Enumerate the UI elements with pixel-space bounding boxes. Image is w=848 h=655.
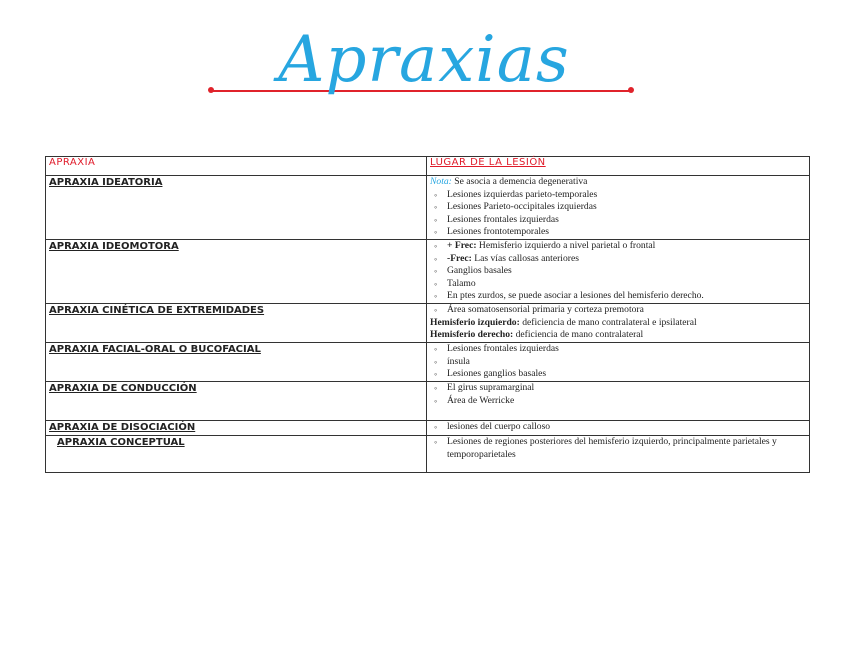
lesion-cell (427, 303, 810, 342)
lesion-list (430, 382, 806, 407)
list-item: ◦ Área somatosensorial primaria y corteza premotora (430, 304, 806, 317)
table-row (46, 303, 810, 342)
list-item-text: En ptes zurdos, se puede asociar a lesiones del hemisferio derecho. (447, 290, 704, 302)
lesion-line (430, 317, 806, 330)
table-row (46, 420, 810, 435)
apraxia-name: APRAXIA IDEOMOTORA (49, 240, 179, 252)
lesion-list (430, 343, 806, 381)
list-item (430, 240, 806, 253)
apraxia-table (45, 156, 810, 473)
table-header-row (46, 157, 810, 176)
apraxia-name-cell (46, 381, 427, 420)
apraxia-name: APRAXIA CONCEPTUAL (57, 436, 185, 448)
list-item-text: Talamo (447, 277, 476, 289)
list-item-bold: -Frec: (447, 252, 472, 264)
list-item: ◦ Lesiones izquierdas parieto-temporales (430, 189, 806, 202)
table-row (46, 381, 810, 420)
list-item (430, 278, 806, 291)
note-label: Nota: (430, 176, 452, 187)
lesion-cell (427, 176, 810, 240)
page-title: Apraxias (278, 23, 570, 97)
list-item: ◦ ínsula (430, 356, 806, 369)
list-item: ◦ Lesiones frontotemporales (430, 226, 806, 239)
line-bold: Hemisferio derecho: (430, 329, 514, 341)
lesion-cell (427, 342, 810, 381)
line-text: deficiencia de mano contralateral e ipsilateral (519, 316, 697, 328)
lesion-list (430, 189, 806, 239)
list-item-text: Las vías callosas anteriores (471, 252, 579, 264)
list-item (430, 253, 806, 266)
lesion-line (430, 329, 806, 342)
list-item: ◦ lesiones del cuerpo calloso (430, 421, 806, 434)
line-text: deficiencia de mano contralateral (513, 329, 644, 341)
lesion-cell (427, 420, 810, 435)
list-item-text: Ganglios basales (447, 265, 512, 277)
note-line (430, 176, 806, 189)
list-item: ◦ Lesiones ganglios basales (430, 368, 806, 381)
apraxia-name: APRAXIA DE DISOCIACIÓN (49, 421, 196, 433)
lesion-cell (427, 435, 810, 472)
list-item: ◦ Lesiones Parieto-occipitales izquierdas (430, 201, 806, 214)
lesion-list (430, 240, 806, 303)
apraxia-name: APRAXIA DE CONDUCCIÓN (49, 382, 197, 394)
table-row (46, 176, 810, 240)
apraxia-name-cell (46, 435, 427, 472)
list-item: ◦ Lesiones frontales izquierdas (430, 214, 806, 227)
list-item: ◦ Área de Werricke (430, 395, 806, 408)
apraxia-name: APRAXIA FACIAL-ORAL O BUCOFACIAL (49, 343, 261, 355)
apraxia-name-cell (46, 303, 427, 342)
list-item-text: Hemisferio izquierdo a nivel parietal o frontal (476, 239, 656, 251)
list-item (430, 290, 806, 303)
list-item: ◦ El girus supramarginal (430, 382, 806, 395)
lesion-list (430, 421, 806, 434)
apraxia-name: APRAXIA CINÉTICA DE EXTREMIDADES (49, 304, 265, 316)
line-bold: Hemisferio izquierdo: (430, 316, 520, 328)
lesion-list (430, 304, 806, 317)
header-lugar-lesion: LUGAR DE LA LESIÓN (427, 157, 810, 176)
header-apraxia: APRAXIA (46, 157, 427, 176)
lesion-cell (427, 239, 810, 303)
table-row (46, 435, 810, 472)
apraxia-name-cell (46, 420, 427, 435)
table-row (46, 239, 810, 303)
apraxia-name: APRAXIA IDEATORIA (49, 177, 163, 188)
lesion-cell (427, 381, 810, 420)
apraxia-name-cell (46, 342, 427, 381)
note-text: Se asocia a demencia degenerativa (454, 176, 588, 187)
list-item-bold: + Frec: (447, 239, 477, 251)
list-item: ◦ Lesiones frontales izquierdas (430, 343, 806, 356)
apraxia-name-cell (46, 176, 427, 240)
apraxia-name-cell (46, 239, 427, 303)
lesion-list (430, 436, 806, 461)
table-row (46, 342, 810, 381)
list-item: ◦ Lesiones de regiones posteriores del hemisferio izquierdo, principalmente parietales y temporoparietales (430, 436, 806, 461)
list-item (430, 265, 806, 278)
